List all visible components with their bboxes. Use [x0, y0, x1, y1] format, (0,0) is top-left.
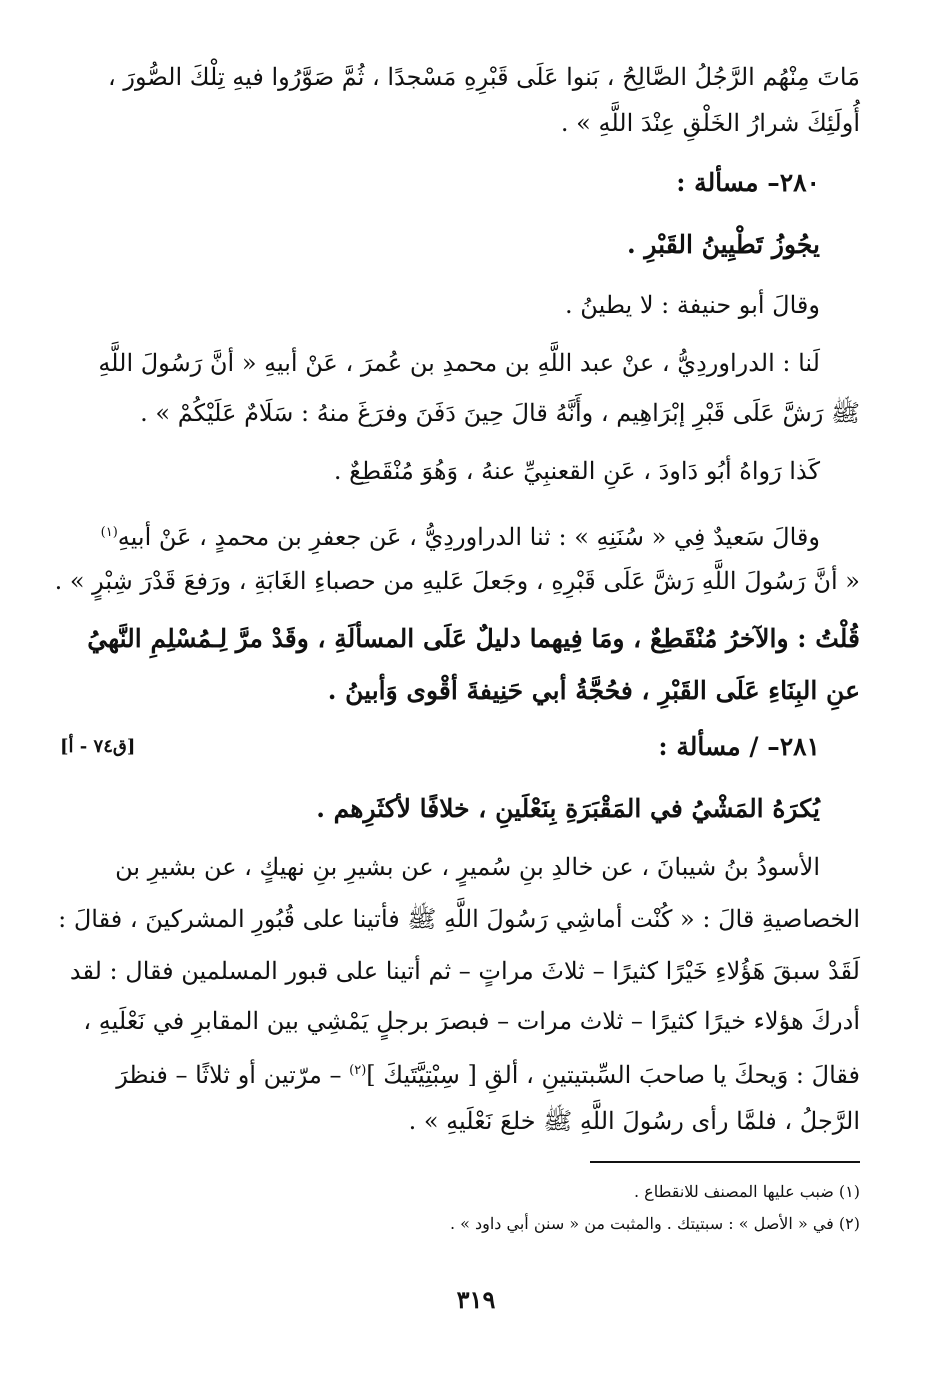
- body-line: كَذا رَواهُ أبُو دَاودَ ، عَنِ القعنبِيِّ عنهُ ، وَهُوَ مُنْقَطِعٌ .: [333, 457, 820, 485]
- footnote-2: (٢) في « الأصل » : سبتيتك . والمثبت من « سنن أبي داود » .: [449, 1214, 860, 1233]
- body-line: أدركَ هؤلاء خيرًا كثيرًا – ثلاث مرات – فبصرَ برجلٍ يَمْشِي بين المقابرِ في نَعْلَيهِ ،: [83, 1007, 860, 1035]
- ruling-280: يجُوزُ تَطْيِينُ القَبْرِ .: [626, 230, 820, 259]
- body-line: لَنا : الدراوردِيُّ ، عنْ عبد اللَّهِ بن محمدِ بن عُمرَ ، عَنْ أبيهِ « أنَّ رَسُولَ اللَّهِ: [98, 349, 820, 377]
- body-line: [100, 518, 860, 552]
- commentary-line: قُلْتُ : والآخرُ مُنْقَطِعٌ ، ومَا فِيهما دليلٌ عَلَى المسألَةِ ، وقَدْ مرَّ لِـمُسْلِمِ النَّهيُ: [87, 624, 860, 653]
- body-line: الرَّجلُ ، فلمَّا رأى رسُولَ اللَّهِ ﷺ خلعَ نَعْلَيهِ » .: [408, 1107, 860, 1135]
- page-number: ٣١٩: [456, 1285, 496, 1314]
- body-line-text: وقالَ سَعيدٌ فِي « سُنَنِهِ » : ثنا الدراوردِيُّ ، عَن جعفرِ بن محمدٍ ، عَنْ أبيهِ: [117, 523, 820, 551]
- body-line: ﷺ رَشَّ عَلَى قَبْرِ إبْرَاهِيم ، وأَنَّهُ قالَ حِينَ دَفَنَ وفرَغَ منهُ : سَلَامٌ عَلَيْكُمْ » .: [140, 399, 860, 427]
- footnote-ref-1: (١): [100, 525, 118, 540]
- manuscript-folio-note: [ق٧٤ - أ]: [60, 736, 136, 757]
- body-line: [116, 1056, 860, 1090]
- issue-heading-281: ٢٨١– / مسألة :: [658, 732, 820, 761]
- issue-heading-280: ٢٨٠– مسألة :: [676, 168, 820, 197]
- body-line: « أنَّ رَسُولَ اللَّهِ رَشَّ عَلَى قَبْرِهِ ، وجَعلَ عَليهِ من حصباءِ الغَابَةِ ، ورَفعَ قَدْرَ شِبْرٍ » .: [54, 567, 860, 595]
- footnote-ref-2: (٢): [349, 1063, 367, 1078]
- footnote-1: (١) ضبب عليها المصنف للانقطاع .: [634, 1182, 860, 1201]
- ruling-281: يُكرَهُ المَشْيُ في المَقْبَرَةِ بِنَعْلَينِ ، خلافًا لأكثَرِهم .: [316, 794, 820, 823]
- body-line: الخصاصيةِ قالَ : « كُنْت أماشِي رَسُولَ اللَّهِ ﷺ فأتينا على قُبُورِ المشركينَ ، فقالَ :: [58, 905, 860, 933]
- body-line: وقالَ أبو حنيفة : لا يطينُ .: [565, 291, 820, 319]
- body-line-text: – مرّتين أو ثلاثًا – فنظرَ: [116, 1061, 350, 1089]
- commentary-line: عنِ البِنَاءِ عَلَى القَبْرِ ، فحُجَّةُ أبي حَنِيفةَ أقْوى وَأبينُ .: [327, 676, 860, 705]
- body-line: مَاتَ مِنْهُم الرَّجُلُ الصَّالِحُ ، بَنوا عَلَى قَبْرِهِ مَسْجدًا ، ثُمَّ صَوَّرُوا فيهِ تِلْكَ الصُّورَ ،: [107, 63, 860, 91]
- body-line: لَقَدْ سبقَ هَؤُلاءِ خَيْرًا كثيرًا – ثلاثَ مراتٍ – ثم أتينا على قبور المسلمين فقال : لقد: [69, 957, 860, 985]
- body-line: الأسودُ بنُ شيبانَ ، عن خالدِ بنِ سُميرٍ ، عن بشيرِ بنِ نهيكٍ ، عن بشيرِ بن: [115, 853, 820, 881]
- body-line-text: فقالَ : وَيحكَ يا صاحبَ السِّبتيتينِ ، ألقِ [ سِبْتِيَّتَيكَ ]: [366, 1061, 860, 1089]
- footnote-divider: [590, 1161, 860, 1163]
- body-line: أُولَئِكَ شرارُ الخَلْقِ عِنْدَ اللَّهِ » .: [560, 109, 860, 137]
